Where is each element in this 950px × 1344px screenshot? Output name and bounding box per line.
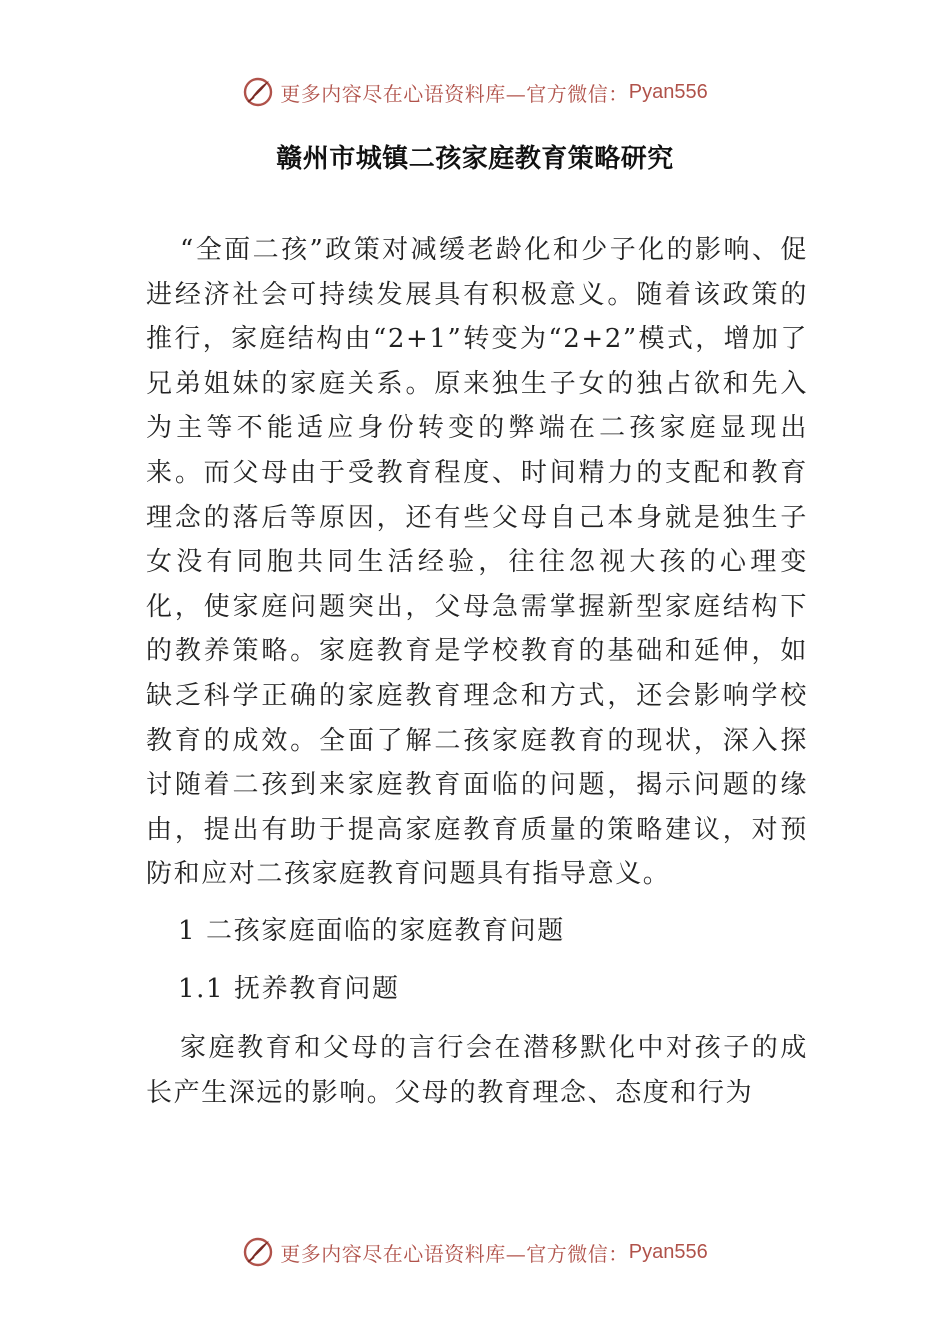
quill-pen-logo-icon <box>242 76 274 108</box>
subsection-heading: 1.1 抚养教育问题 <box>178 974 400 1004</box>
subsection-paragraph: 家庭教育和父母的言行会在潜移默化中对孩子的成长产生深远的影响。父母的教育理念、态度和行为 <box>146 1033 808 1108</box>
quill-pen-logo-icon <box>242 1236 274 1268</box>
document-title: 赣州市城镇二孩家庭教育策略研究 <box>276 144 674 174</box>
footer-banner <box>0 1232 950 1272</box>
section-heading: 1 二孩家庭面临的家庭教育问题 <box>178 916 565 946</box>
header-wechat-id: Pyan556 <box>628 80 708 103</box>
header-banner <box>0 72 950 112</box>
footer-banner-text: 更多内容尽在心语资料库—官方微信： <box>280 1241 629 1266</box>
footer-wechat-id: Pyan556 <box>628 1240 708 1263</box>
intro-paragraph: “全面二孩”政策对减缓老龄化和少子化的影响、促进经济社会可持续发展具有积极意义。随着该政策的推行，家庭结构由“2+1”转变为“2+2”模式，增加了兄弟姐妹的家庭关系。原来独生子女的独占欲和先入为主等不能适应身份转变的弊端在二孩家庭显现出来。而父母由于受教育程度、时间精力的支配和教育理念的落后等原因，还有些父母自己本身就是独生子女没有同胞共同生活经验，往往忽视大孩的心理变化，使家庭问题突出，父母急需掌握新型家庭结构下的教养策略。家庭教育是学校教育的基础和延伸，如缺乏科学正确的家庭教育理念和方式，还会影响学校教育的成效。全面了解二孩家庭教育的现状，深入探讨随着二孩到来家庭教育面临的问题，揭示问题的缘由，提出有助于提高家庭教育质量的策略建议，对预防和应对二孩家庭教育问题具有指导意义。 <box>146 235 808 890</box>
header-banner-text: 更多内容尽在心语资料库—官方微信： <box>280 81 629 106</box>
